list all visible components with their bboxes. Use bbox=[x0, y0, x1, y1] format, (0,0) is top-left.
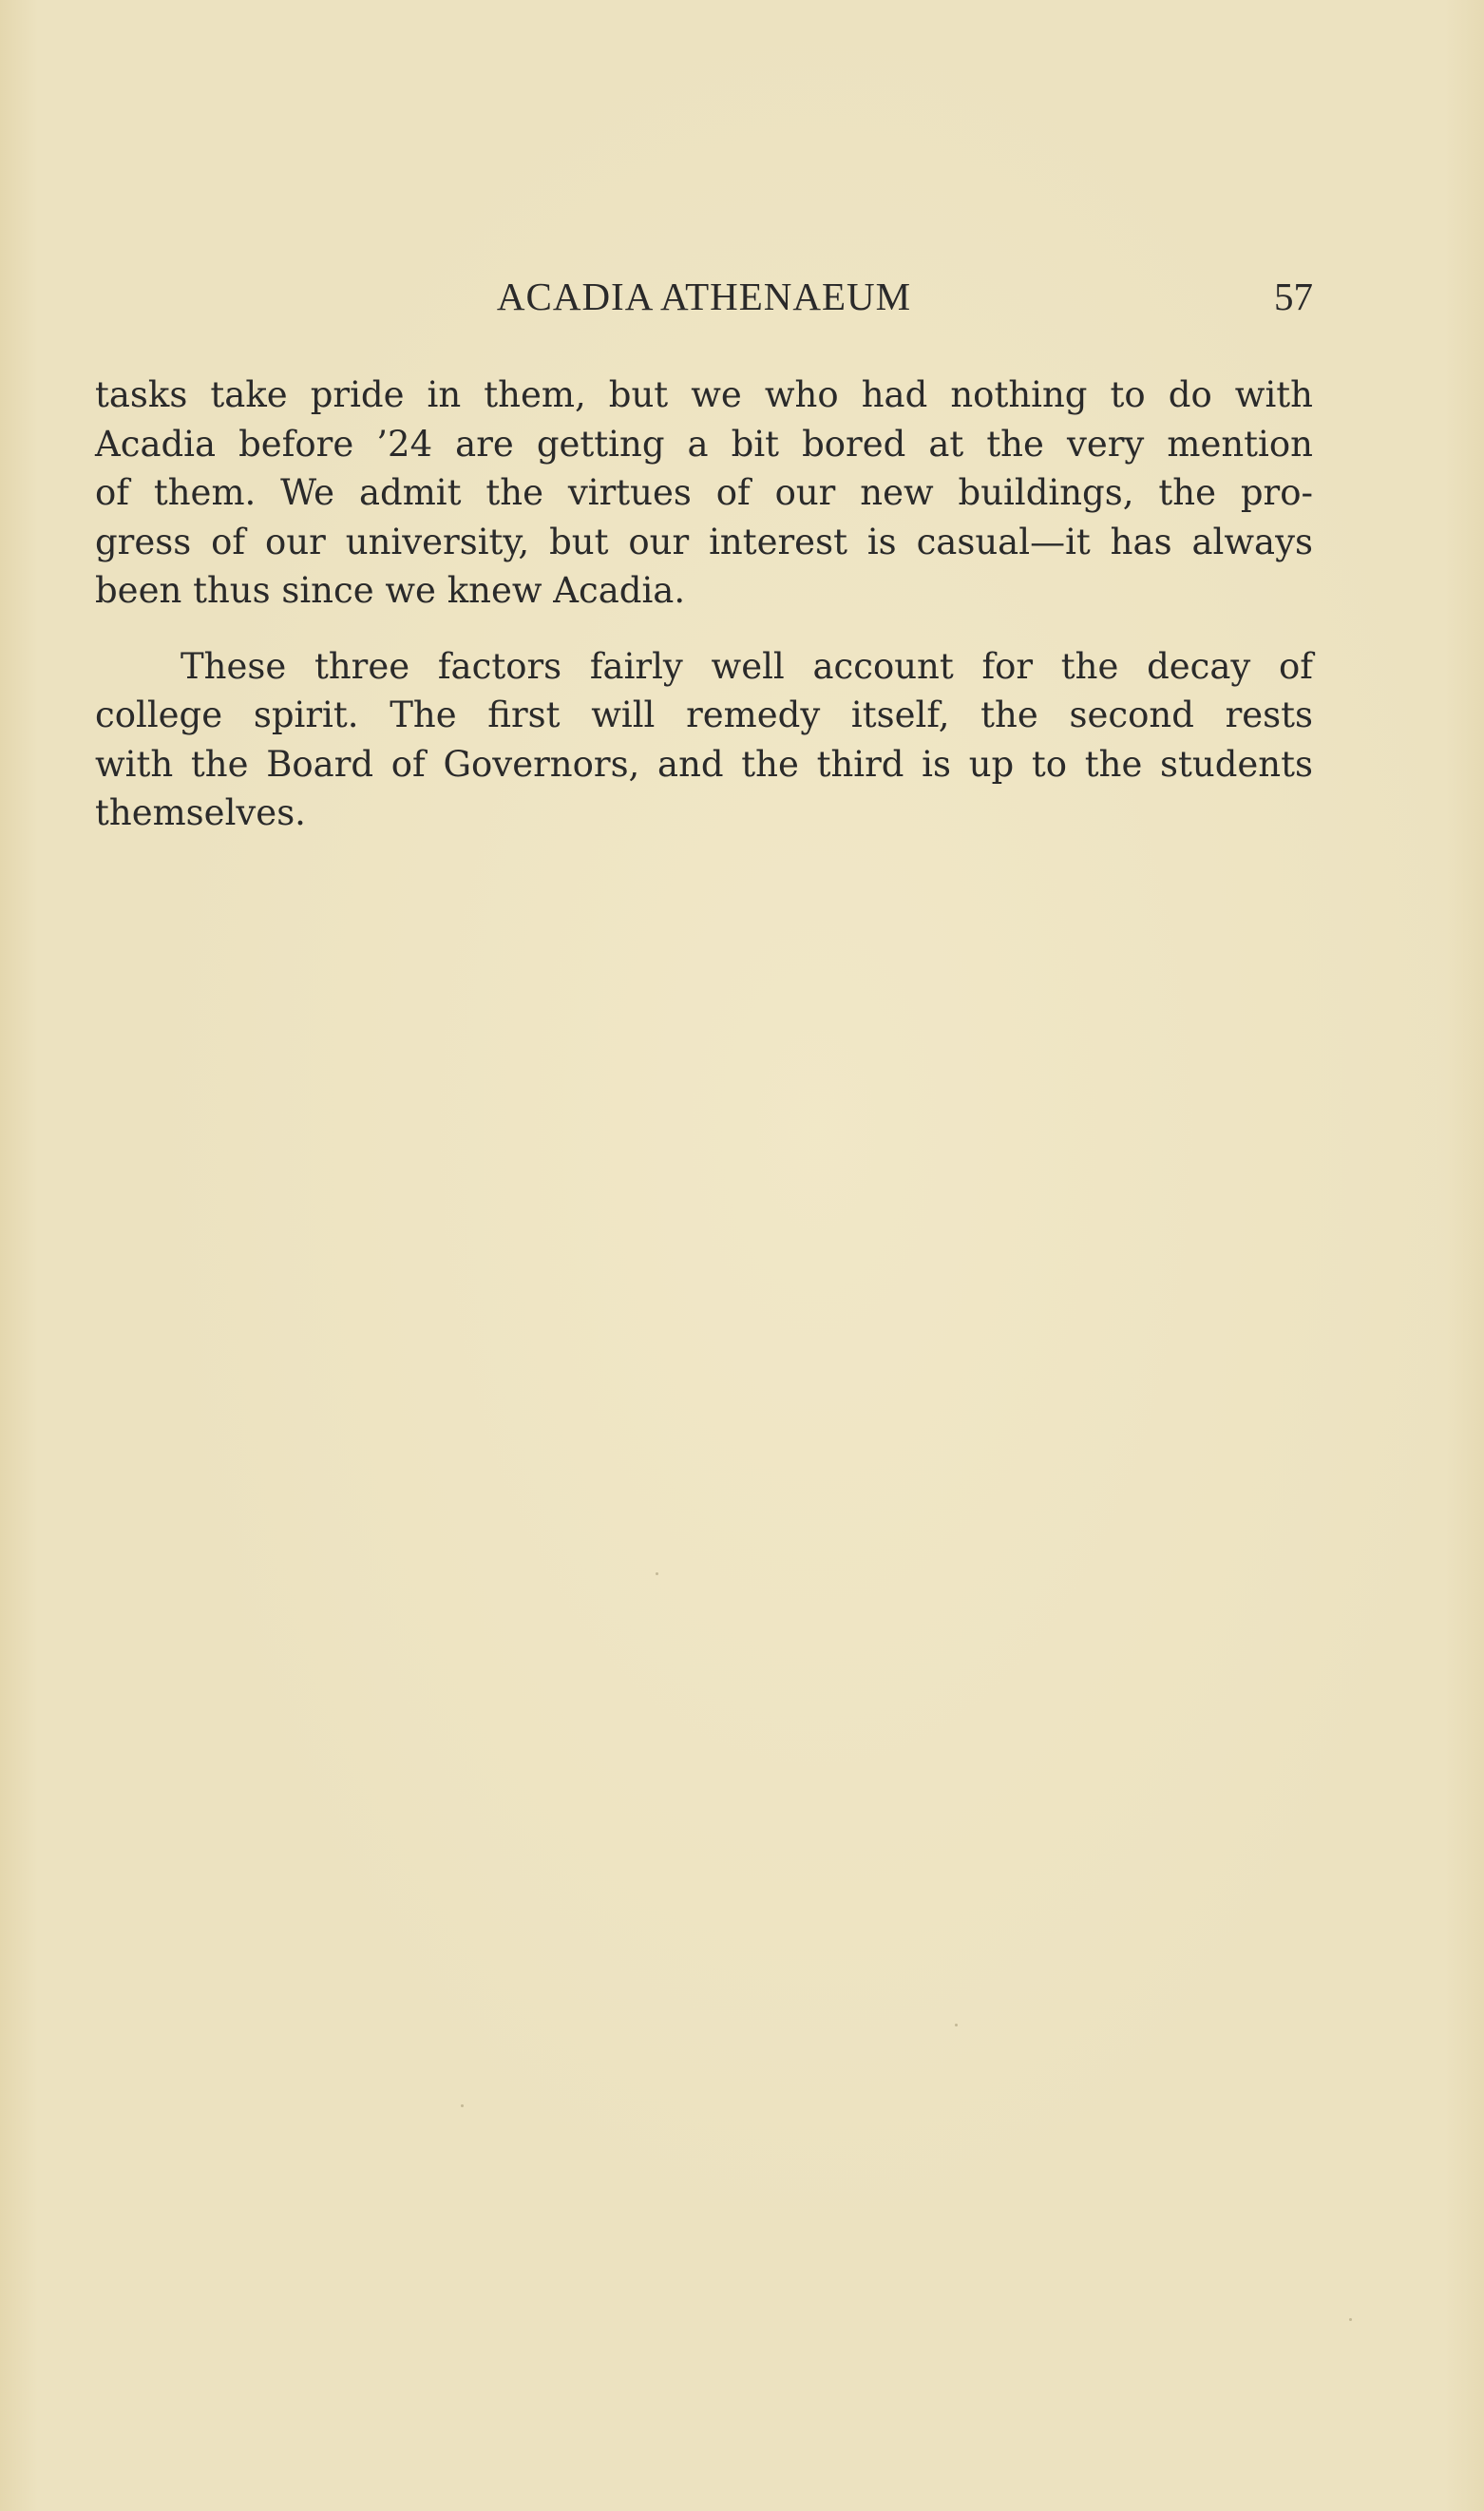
running-head bbox=[95, 272, 1313, 321]
paragraph-2 bbox=[95, 642, 1313, 838]
text-line: been thus since we knew Acadia. bbox=[95, 570, 686, 611]
paper-speck bbox=[1349, 2318, 1352, 2321]
paragraph-1 bbox=[95, 371, 1313, 616]
paper-speck bbox=[955, 2024, 958, 2026]
page-number: 57 bbox=[1274, 275, 1313, 318]
running-title: ACADIA ATHENAEUM bbox=[496, 275, 912, 318]
text-line: college spirit. The first will remedy itself, the second rests bbox=[95, 694, 1313, 735]
paper-speck bbox=[656, 1572, 658, 1575]
paragraph-gap bbox=[95, 616, 1313, 642]
text-line: themselves. bbox=[95, 792, 306, 833]
text-line: gress of our university, but our interest is casual—it has always bbox=[95, 521, 1313, 562]
text-line: tasks take pride in them, but we who had nothing to do with bbox=[95, 374, 1313, 415]
body-text bbox=[95, 371, 1313, 838]
text-line: Acadia before ’24 are getting a bit bored at the very mention bbox=[95, 423, 1313, 465]
text-line: with the Board of Governors, and the third is up to the students bbox=[95, 743, 1313, 785]
text-line: of them. We admit the virtues of our new buildings, the pro- bbox=[95, 472, 1313, 513]
text-line: These three factors fairly well account for the decay of bbox=[181, 645, 1313, 687]
paper-speck bbox=[461, 2104, 464, 2107]
